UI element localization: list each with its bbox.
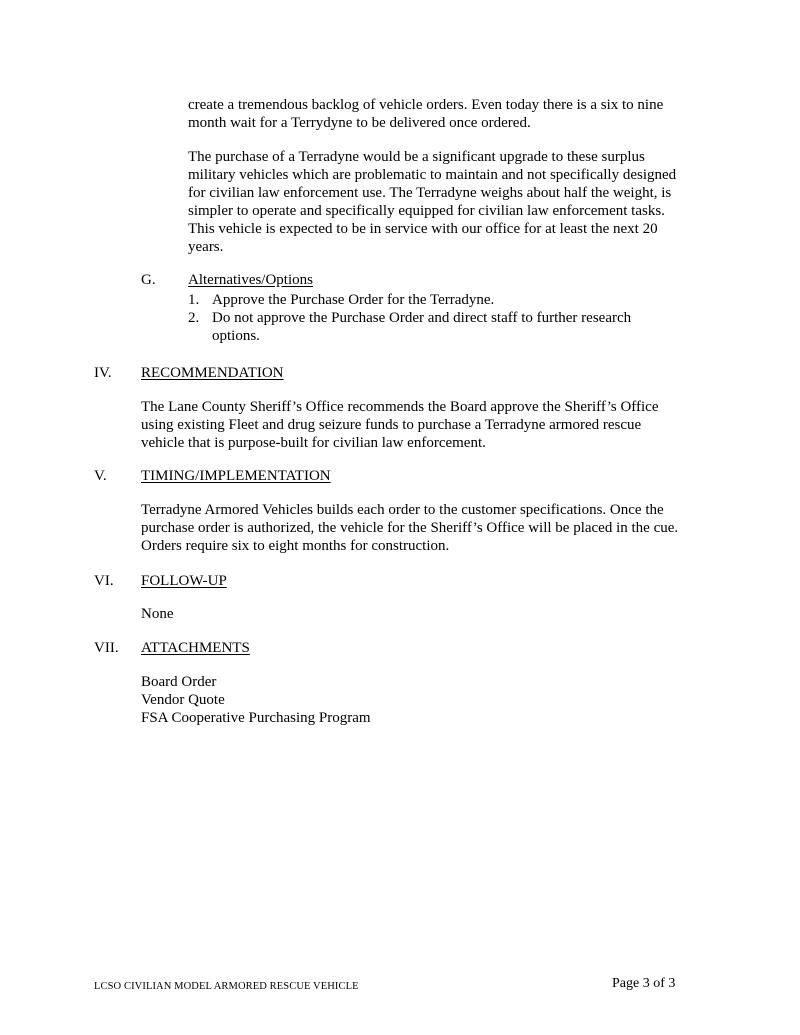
attachment-item: Vendor Quote [141,692,225,708]
section-heading: RECOMMENDATION [141,365,284,381]
text-line: The Lane County Sheriff’s Office recommends the Board approve the Sheriff’s Office [141,399,659,415]
text-line: This vehicle is expected to be in service with our office for at least the next 20 [188,221,658,237]
section-numeral: VII. [94,640,119,656]
text-line: vehicle that is purpose-built for civilian law enforcement. [141,435,486,451]
attachment-item: Board Order [141,674,217,690]
option-text: Do not approve the Purchase Order and direct staff to further research [212,310,632,326]
text-line: None [141,606,174,622]
text-line: years. [188,239,224,255]
section-heading: Alternatives/Options [188,272,313,288]
section-letter: G. [141,272,156,288]
page-number: Page 3 of 3 [612,976,676,991]
text-line: simpler to operate and specifically equipped for civilian law enforcement tasks. [188,203,665,219]
footer-title: LCSO CIVILIAN MODEL ARMORED RESCUE VEHICLE [94,981,359,992]
text-line: for civilian law enforcement use. The Terradyne weighs about half the weight, is [188,185,672,201]
section-heading: ATTACHMENTS [141,640,250,656]
text-line: month wait for a Terrydyne to be delivered once ordered. [188,115,531,131]
text-line: Terradyne Armored Vehicles builds each order to the customer specifications. Once the [141,502,664,518]
option-number: 1. [188,292,200,308]
section-numeral: V. [94,468,107,484]
option-number: 2. [188,310,200,326]
option-text: options. [212,328,260,344]
section-numeral: VI. [94,573,114,589]
attachment-item: FSA Cooperative Purchasing Program [141,710,371,726]
section-numeral: IV. [94,365,112,381]
text-line: create a tremendous backlog of vehicle orders. Even today there is a six to nine [188,97,664,113]
option-text: Approve the Purchase Order for the Terradyne. [212,292,495,308]
section-heading: TIMING/IMPLEMENTATION [141,468,331,484]
section-heading: FOLLOW-UP [141,573,227,589]
text-line: using existing Fleet and drug seizure funds to purchase a Terradyne armored rescue [141,417,642,433]
text-line: military vehicles which are problematic to maintain and not specifically designed [188,167,677,183]
text-line: The purchase of a Terradyne would be a significant upgrade to these surplus [188,149,645,165]
text-line: purchase order is authorized, the vehicle for the Sheriff’s Office will be placed in the cue. [141,520,679,536]
text-line: Orders require six to eight months for construction. [141,538,450,554]
